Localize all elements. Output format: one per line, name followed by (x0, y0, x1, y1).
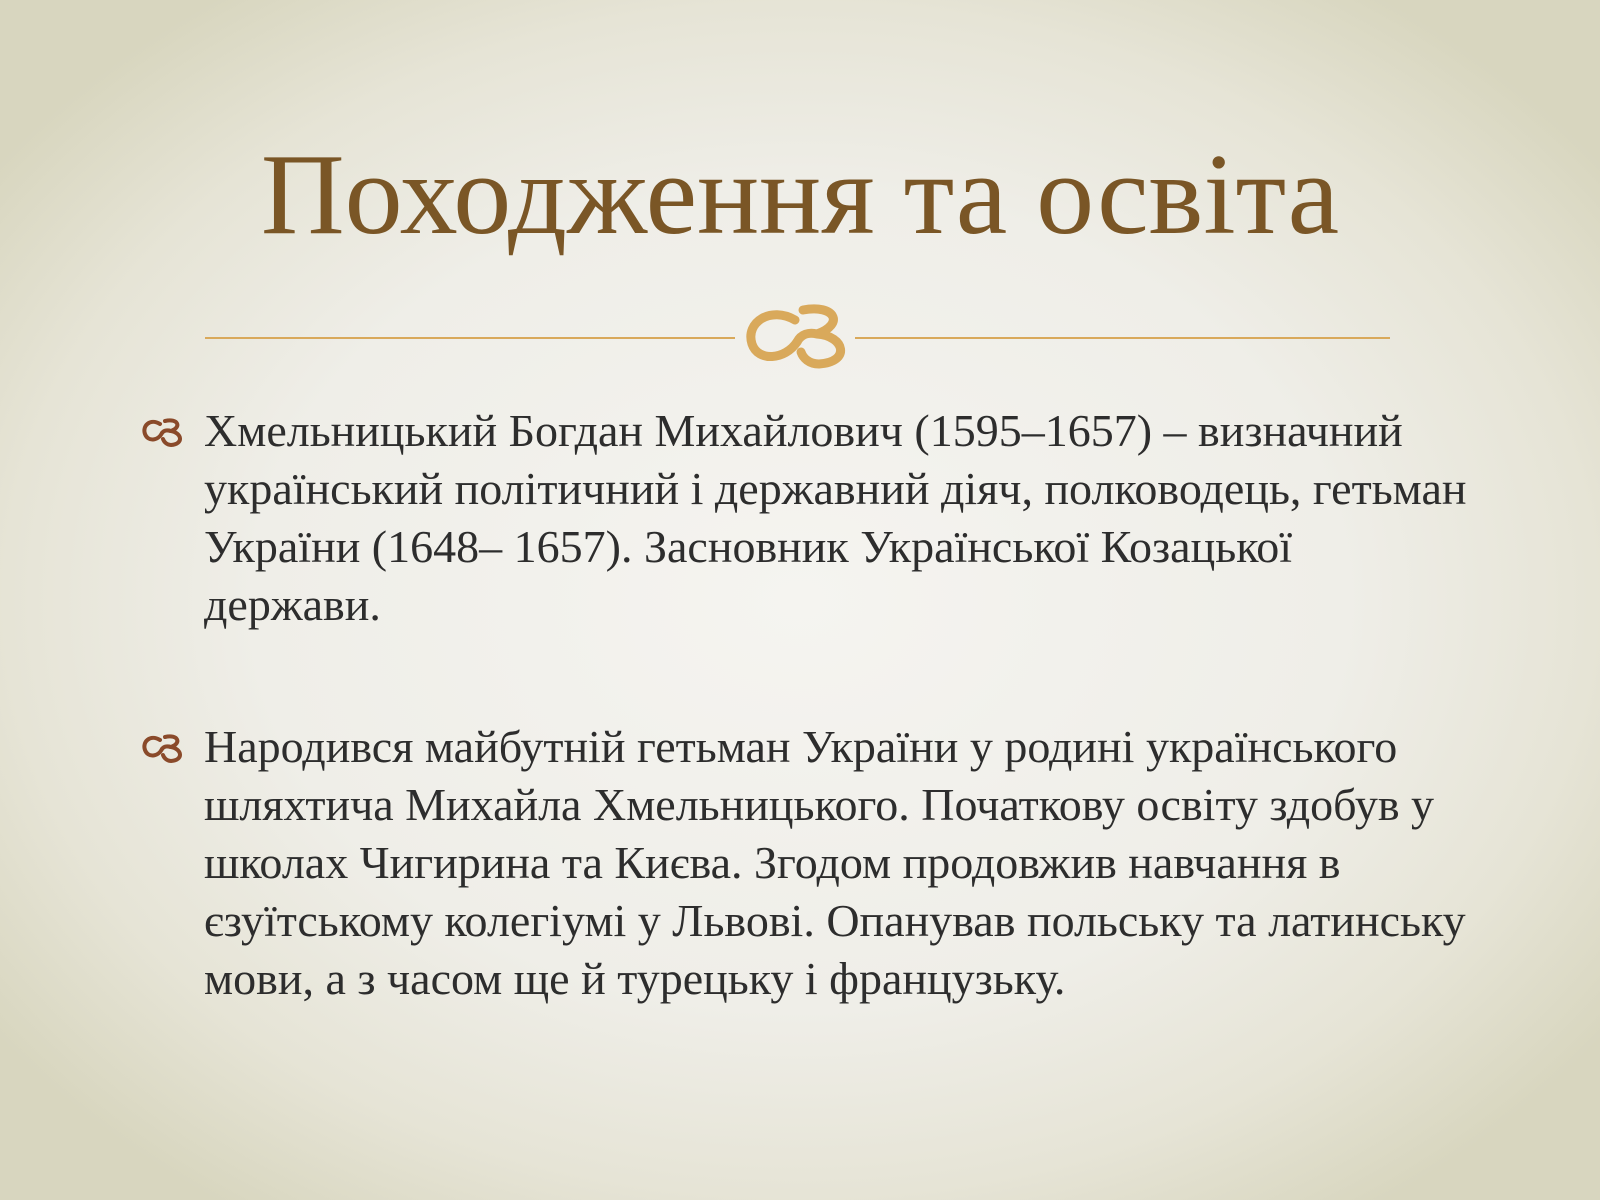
flourish-bullet-icon (140, 728, 190, 766)
slide-content (140, 402, 1470, 1008)
flourish-bullet-icon (140, 412, 190, 450)
bullet-text: Народився майбутній гетьман України у родині українського шляхтича Михайла Хмельницького. Початкову освіту здобув у школах Чигирина та Києва. Згодом продовжив навчання в єзуїтському колегіумі у Львові. Опанував польську та латинську мови, а з часом ще й турецьку і французьку. (204, 721, 1466, 1004)
bullet-item (140, 402, 1470, 634)
bullet-text: Хмельницький Богдан Михайлович (1595–1657) – визначний український політичний і державний діяч, полководець, гетьман України (1648– 1657). Засновник Української Козацької держави. (204, 405, 1467, 630)
title-divider (205, 296, 1390, 376)
slide-title: Походження та освіта (260, 131, 1340, 259)
bullet-item (140, 718, 1470, 1008)
flourish-ornament-icon (751, 309, 841, 364)
